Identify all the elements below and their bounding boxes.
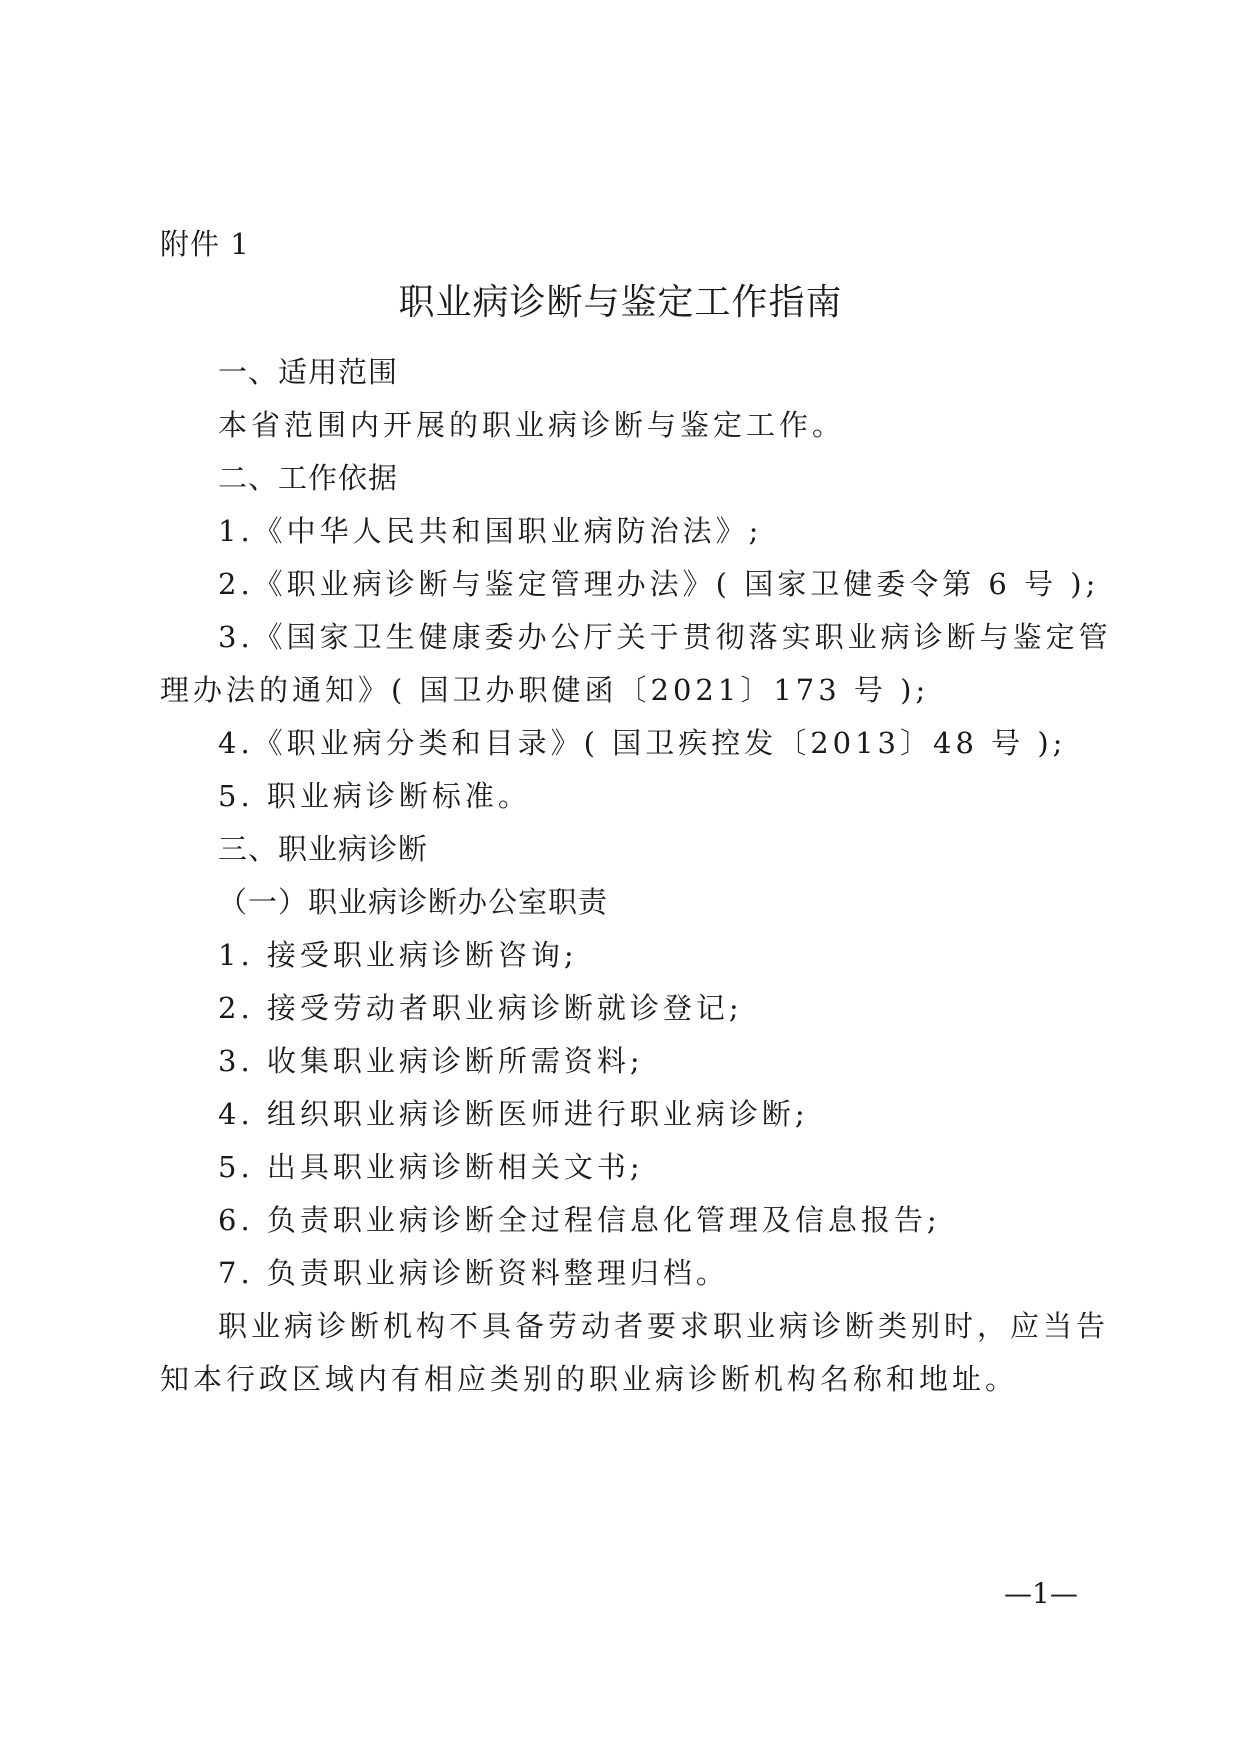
duty-item-5: 5. 出具职业病诊断相关文书;: [218, 1150, 644, 1184]
section-heading-basis: 二、工作依据: [218, 461, 399, 495]
subsection-heading-office-duties: （一）职业病诊断办公室职责: [218, 885, 609, 919]
basis-item-3-continued: 理办法的通知》( 国卫办职健函〔2021〕173 号 );: [160, 673, 930, 707]
duty-item-4: 4. 组织职业病诊断医师进行职业病诊断;: [218, 1097, 809, 1131]
diagnosis-note-line-1: 职业病诊断机构不具备劳动者要求职业病诊断类别时，应当告: [218, 1309, 1110, 1343]
basis-item-3: 3.《国家卫生健康委办公厅关于贯彻落实职业病诊断与鉴定管: [218, 620, 1112, 654]
duty-item-3: 3. 收集职业病诊断所需资料;: [218, 1044, 644, 1078]
duty-item-1: 1. 接受职业病诊断咨询;: [218, 938, 578, 972]
page-number: —1—: [1004, 1577, 1078, 1610]
basis-item-2: 2.《职业病诊断与鉴定管理办法》( 国家卫健委令第 6 号 );: [218, 567, 1100, 601]
section-heading-diagnosis: 三、职业病诊断: [218, 832, 429, 866]
document-title: 职业病诊断与鉴定工作指南: [398, 282, 843, 323]
attachment-label: 附件 1: [160, 227, 250, 261]
scope-text: 本省范围内开展的职业病诊断与鉴定工作。: [218, 408, 846, 442]
basis-item-1: 1.《中华人民共和国职业病防治法》;: [218, 514, 763, 548]
duty-item-2: 2. 接受劳动者职业病诊断就诊登记;: [218, 991, 743, 1025]
section-heading-scope: 一、适用范围: [218, 355, 399, 389]
duty-item-7: 7. 负责职业病诊断资料整理归档。: [218, 1256, 729, 1290]
basis-item-5: 5. 职业病诊断标准。: [218, 779, 531, 813]
basis-item-4: 4.《职业病分类和目录》( 国卫疾控发〔2013〕48 号 );: [218, 726, 1067, 760]
diagnosis-note-line-2: 知本行政区域内有相应类别的职业病诊断机构名称和地址。: [160, 1362, 1019, 1396]
duty-item-6: 6. 负责职业病诊断全过程信息化管理及信息报告;: [218, 1203, 941, 1237]
